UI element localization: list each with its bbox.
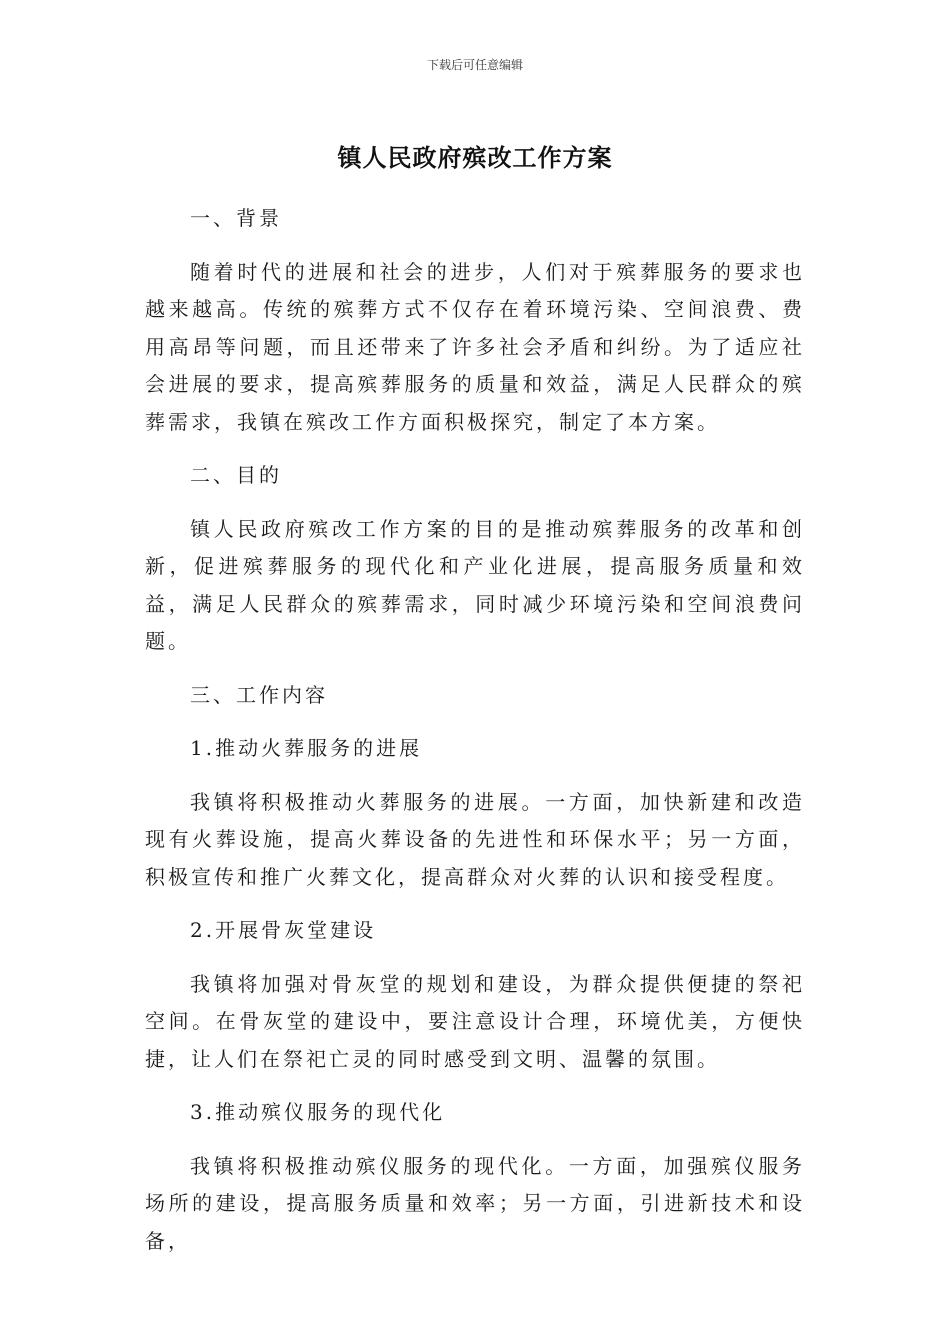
subheading-funeral-service: 3.推动殡仪服务的现代化 [190,1100,446,1124]
section-heading-work-content: 三、工作内容 [190,682,328,707]
paragraph-columbarium: 我镇将加强对骨灰堂的规划和建设，为群众提供便捷的祭祀空间。在骨灰堂的建设中，要注意设计合理，环境优美，方便快捷，让人们在祭祀亡灵的同时感受到文明、温馨的氛围。 [145,971,805,1071]
paragraph-cremation: 我镇将积极推动火葬服务的进展。一方面，加快新建和改造现有火葬设施，提高火葬设备的先进性和环保水平；另一方面，积极宣传和推广火葬文化，提高群众对火葬的认识和接受程度。 [145,789,805,889]
document-body [145,200,805,1276]
subheading-cremation: 1.推动火葬服务的进展 [190,736,423,760]
paragraph-funeral-service: 我镇将积极推动殡仪服务的现代化。一方面，加强殡仪服务场所的建设，提高服务质量和效率；另一方面，引进新技术和设备， [145,1153,805,1253]
paragraph-purpose: 镇人民政府殡改工作方案的目的是推动殡葬服务的改革和创新，促进殡葬服务的现代化和产业化进展，提高服务质量和效益，满足人民群众的殡葬需求，同时减少环境污染和空间浪费问题。 [145,516,805,653]
section-heading-purpose: 二、目的 [190,463,282,487]
subheading-columbarium: 2.开展骨灰堂建设 [190,918,377,942]
section-heading-background: 一、背景 [190,206,282,230]
paragraph-background: 随着时代的进展和社会的进步，人们对于殡葬服务的要求也越来越高。传统的殡葬方式不仅存在着环境污染、空间浪费、费用高昂等问题，而且还带来了许多社会矛盾和纠纷。为了适应社会进展的要求，提高殡葬服务的质量和效益，满足人民群众的殡葬需求，我镇在殡改工作方面积极探究，制定了本方案。 [145,259,805,434]
document-title: 镇人民政府殡改工作方案 [337,144,613,172]
header-note: 下载后可任意编辑 [426,58,523,72]
